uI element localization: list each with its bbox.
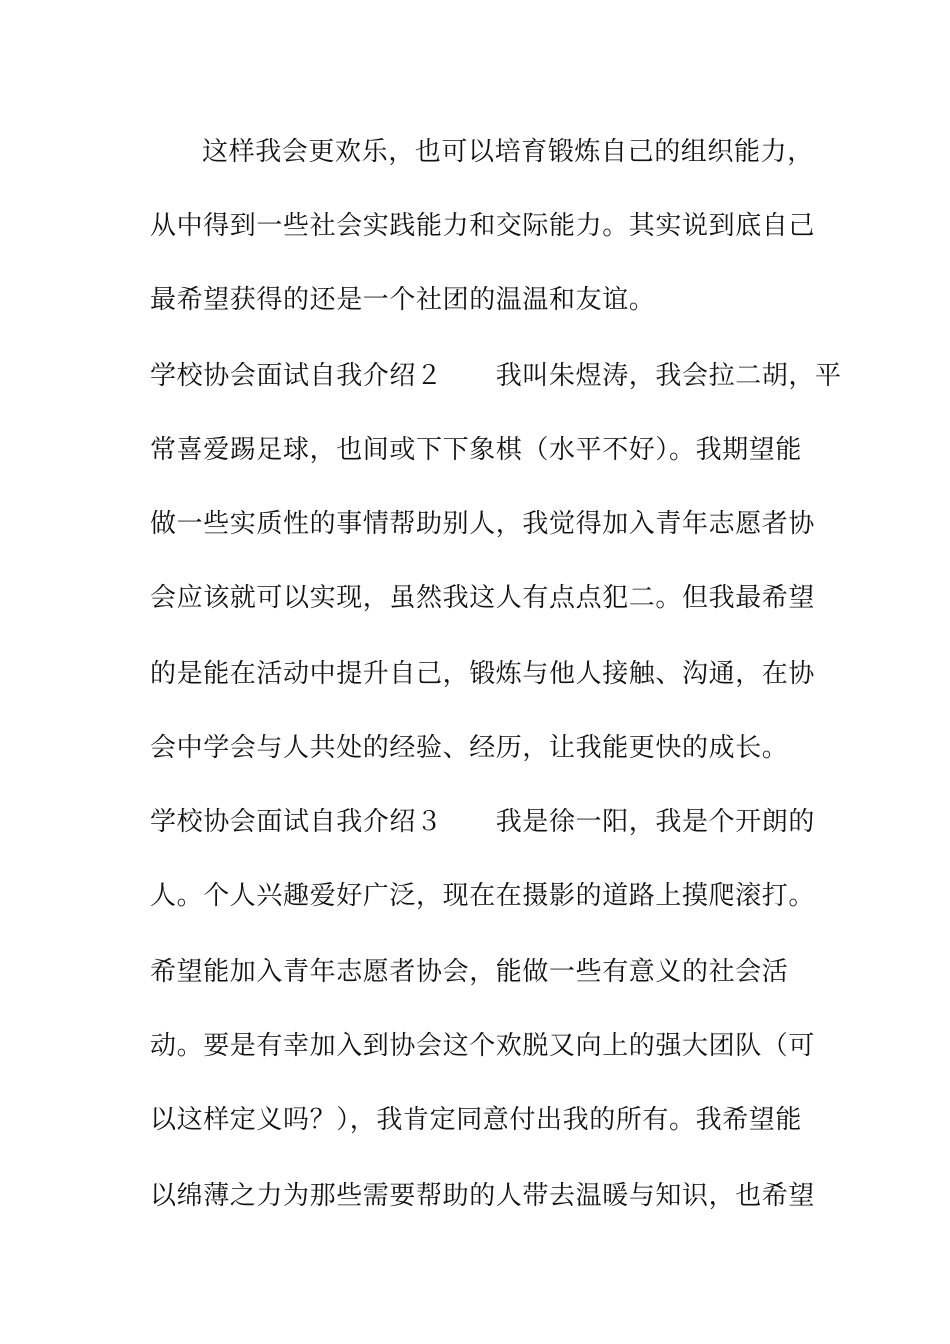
text-line: 常喜爱踢足球，也间或下下象棋（水平不好）。我期望能	[150, 435, 803, 465]
text-line: 希望能加入青年志愿者协会，能做一些有意义的社会活	[150, 957, 789, 987]
text-line: 以这样定义吗？），我肯定同意付出我的所有。我希望能	[150, 1105, 803, 1135]
text-line: 这样我会更欢乐，也可以培育锻炼自己的组织能力，	[202, 137, 814, 167]
text-line: 会中学会与人共处的经验、经历，让我能更快的成长。	[150, 733, 789, 763]
text-line: 做一些实质性的事情帮助别人，我觉得加入青年志愿者协	[150, 509, 816, 539]
text-line: 学校协会面试自我介绍２ 我叫朱煜涛，我会拉二胡，平	[150, 361, 842, 391]
text-line: 的是能在活动中提升自己，锻炼与他人接触、沟通，在协	[150, 659, 816, 689]
text-line: 最希望获得的还是一个社团的温温和友谊。	[150, 285, 656, 315]
text-line: 人。个人兴趣爱好广泛，现在在摄影的道路上摸爬滚打。	[150, 881, 816, 911]
text-line: 从中得到一些社会实践能力和交际能力。其实说到底自己	[150, 211, 816, 241]
text-line: 动。要是有幸加入到协会这个欢脱又向上的强大团队（可	[150, 1031, 816, 1061]
text-line: 以绵薄之力为那些需要帮助的人带去温暖与知识，也希望	[150, 1181, 816, 1211]
text-line: 学校协会面试自我介绍３ 我是徐一阳，我是个开朗的	[150, 807, 816, 837]
text-line: 会应该就可以实现，虽然我这人有点点犯二。但我最希望	[150, 583, 816, 613]
